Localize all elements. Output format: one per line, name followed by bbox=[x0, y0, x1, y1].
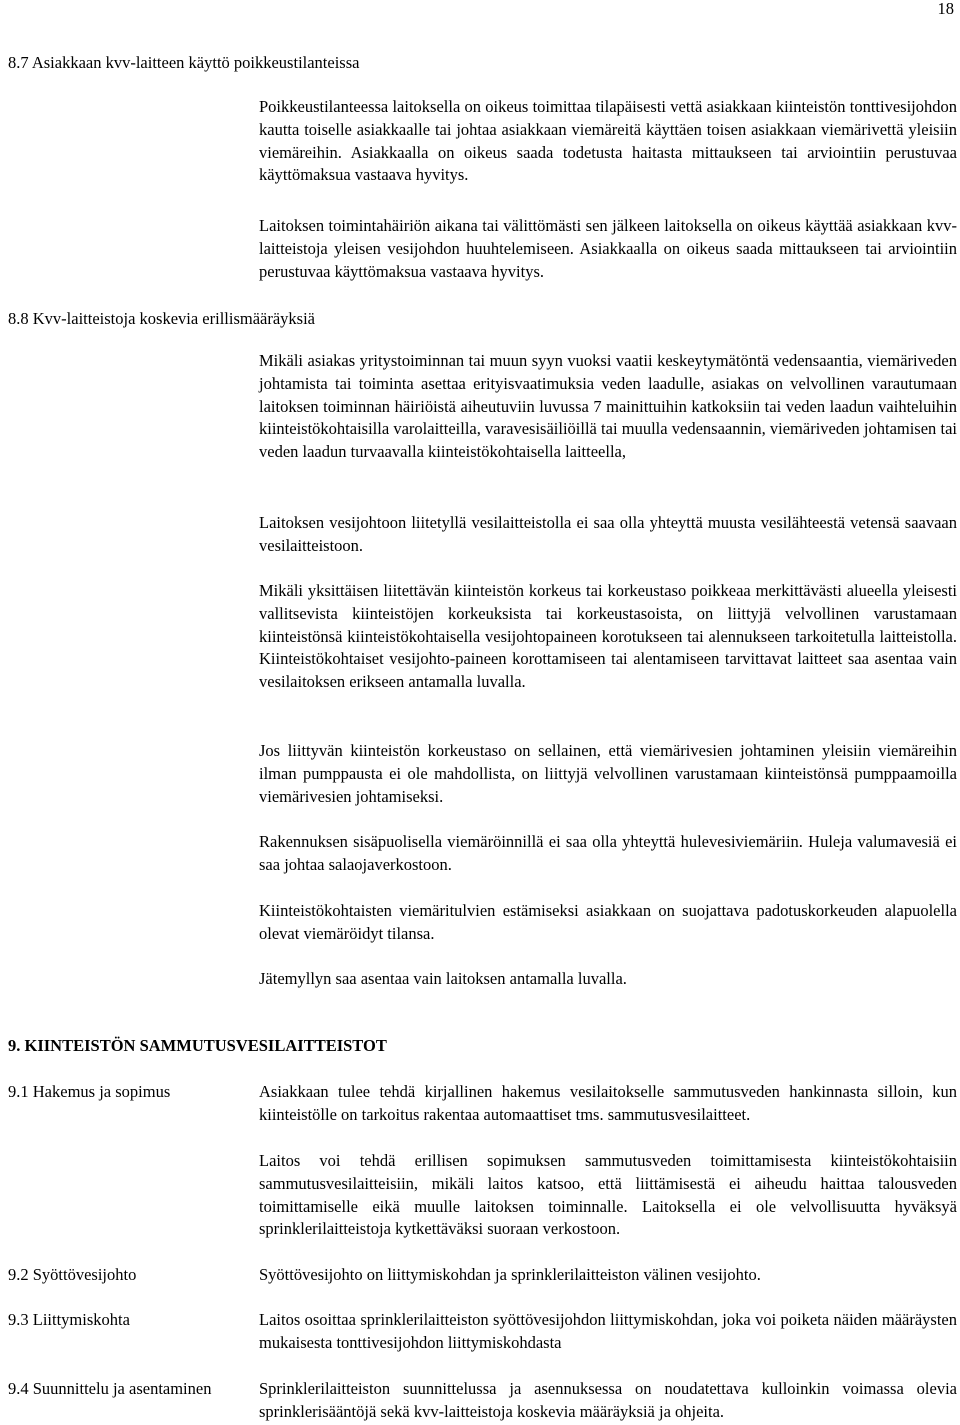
page-number: 18 bbox=[937, 0, 954, 18]
section-9-3-label: 9.3 Liittymiskohta bbox=[8, 1310, 130, 1329]
section-8-8-paragraph-1: Mikäli asiakas yritystoiminnan tai muun syyn vuoksi vaatii keskeytymätöntä vedensaantia, viemäriveden johtamista tai toiminta asettaa erityisvaatimuksia veden laadulle, asiakas on velvollinen varautumaan laitoksen toiminnan häiriöistä aiheutuviin luvussa 7 mainittuihin katkoksiin tai veden laadun vaihteluihin kiinteistökohtaisilla varolaitteilla, varavesisäiliöillä tai muulla vedensaannin, viemäriveden johtamisen tai veden laadun turvaavalla kiinteistökohtaisella laitteella, bbox=[259, 351, 957, 462]
section-8-8-paragraph-2: Laitoksen vesijohtoon liitetyllä vesilaitteistolla ei saa olla yhteyttä muusta vesilähteestä vetensä saavaan vesilaitteistoon. bbox=[259, 513, 957, 555]
section-9-4-label: 9.4 Suunnittelu ja asentaminen bbox=[8, 1379, 212, 1398]
section-8-8-paragraph-7: Jätemyllyn saa asentaa vain laitoksen antamalla luvalla. bbox=[259, 969, 627, 988]
section-9-2-label: 9.2 Syöttövesijohto bbox=[8, 1265, 137, 1284]
section-9-1-paragraph-2: Laitos voi tehdä erillisen sopimuksen sammutusveden toimittamisesta kiinteistökohtaisiin sammutusvesilaitteisiin, mikäli laitos katsoo, että liittämisestä ei aiheudu haittaa talousveden toimittamiselle eikä muulle laitoksen toiminnalle. Laitoksella ei ole velvollisuutta hyväksyä sprinklerilaitteistoja kytkettäväksi suoraan verkostoon. bbox=[259, 1151, 957, 1239]
section-8-7-paragraph-2: Laitoksen toimintahäiriön aikana tai välittömästi sen jälkeen laitoksella on oikeus käyttää asiakkaan kvv-laitteistoja yleisen vesijohdon huuhtelemiseen. Asiakkaalla on oikeus saada mittaukseen tai arviointiin perustuvaa käyttömaksua vastaava hyvitys. bbox=[259, 216, 957, 281]
section-9-4-text: Sprinklerilaitteiston suunnittelussa ja asennuksessa on noudatettava kulloinkin voimassa olevia sprinklerisääntöjä sekä kvv-laitteistoja koskevia määräyksiä ja ohjeita. bbox=[259, 1379, 957, 1421]
section-9-1-label: 9.1 Hakemus ja sopimus bbox=[8, 1082, 171, 1101]
section-8-8-paragraph-4: Jos liittyvän kiinteistön korkeustaso on sellainen, että viemärivesien johtaminen yleisiin viemäreihin ilman pumppausta ei ole mahdollista, on liittyjä velvollinen varustamaan kiinteistönsä pumppaamoilla viemärivesien johtamiseksi. bbox=[259, 741, 957, 806]
chapter-9-heading: 9. KIINTEISTÖN SAMMUTUSVESILAITTEISTOT bbox=[8, 1036, 387, 1055]
section-8-8-paragraph-5: Rakennuksen sisäpuolisella viemäröinnillä ei saa olla yhteyttä hulevesiviemäriin. Huleja valumavesiä ei saa johtaa salaojaverkostoon. bbox=[259, 832, 957, 874]
section-9-2-text: Syöttövesijohto on liittymiskohdan ja sprinklerilaitteiston välinen vesijohto. bbox=[259, 1265, 761, 1284]
section-9-3-text: Laitos osoittaa sprinklerilaitteiston syöttövesijohdon liittymiskohdan, joka voi poiketa näiden määräysten mukaisesta tonttivesijohdon liittymiskohdasta bbox=[259, 1310, 957, 1352]
section-8-8-heading: 8.8 Kvv-laitteistoja koskevia erillismääräyksiä bbox=[8, 309, 315, 328]
section-8-7-heading: 8.7 Asiakkaan kvv-laitteen käyttö poikkeustilanteissa bbox=[8, 53, 360, 72]
section-8-8-paragraph-3: Mikäli yksittäisen liitettävän kiinteistön korkeus tai korkeustaso poikkeaa merkittävästi alueella yleisesti vallitsevista kiinteistöjen korkeuksista tai korkeustasoista, on liittyjä velvollinen varustamaan kiinteistönsä kiinteistökohtaisella vesijohtopaineen korotukseen tai alennukseen tarkoitetulla laitteistolla. Kiinteistökohtaiset vesijohto-paineen korottamiseen tai alentamiseen tarvittavat laitteet saa asentaa vain vesilaitoksen erikseen antamalla luvalla. bbox=[259, 581, 957, 692]
section-8-7-paragraph-1: Poikkeustilanteessa laitoksella on oikeus toimittaa tilapäisesti vettä asiakkaan kiinteistön tonttivesijohdon kautta toiselle asiakkaalle tai johtaa asiakkaan viemäreitä käyttäen toisen asiakkaan viemärivettä yleisiin viemäreihin. Asiakkaalla on oikeus saada todetusta haitasta mittaukseen tai arviointiin perustuvaa käyttömaksua vastaava hyvitys. bbox=[259, 97, 957, 185]
section-8-8-paragraph-6: Kiinteistökohtaisten viemäritulvien estämiseksi asiakkaan on suojattava padotuskorkeuden alapuolella olevat viemäröidyt tilansa. bbox=[259, 901, 957, 943]
section-9-1-paragraph-1: Asiakkaan tulee tehdä kirjallinen hakemus vesilaitokselle sammutusveden hankinnasta silloin, kun kiinteistölle on tarkoitus rakentaa automaattiset tms. sammutusvesilaitteet. bbox=[259, 1082, 957, 1124]
